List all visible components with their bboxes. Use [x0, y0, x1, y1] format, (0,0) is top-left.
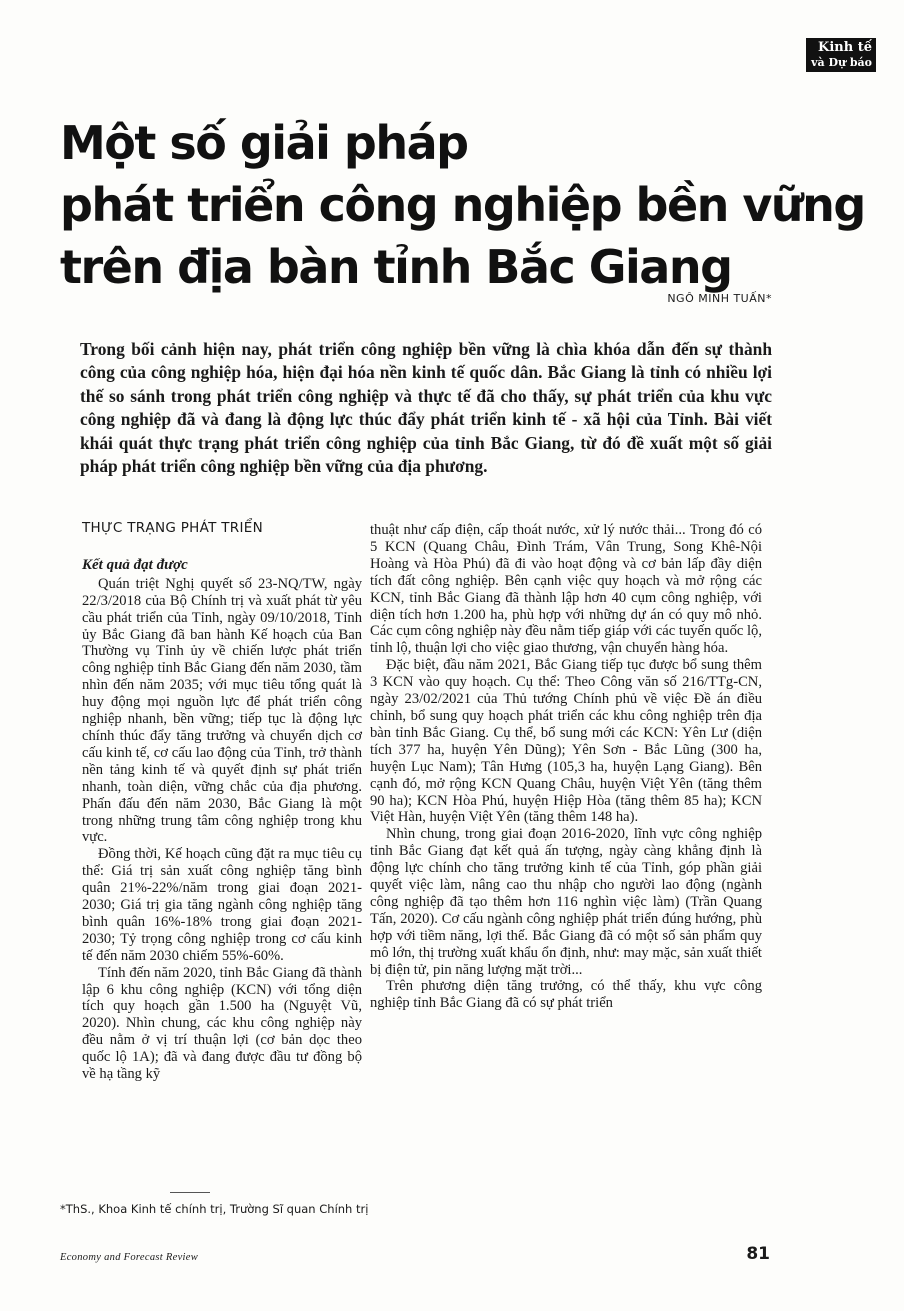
section-heading: THỰC TRẠNG PHÁT TRIỂN	[82, 520, 263, 536]
article-title	[60, 112, 865, 298]
right-column	[370, 522, 762, 1012]
body-paragraph: Tính đến năm 2020, tỉnh Bắc Giang đã thành lập 6 khu công nghiệp (KCN) với tổng diện tích quy hoạch gần 1.500 ha (Nguyệt Vũ, 2020). Nhìn chung, các khu công nghiệp này đều nằm ở vị trí thuận lợi (cơ bản dọc theo quốc lộ 1A); đã và đang được đầu tư đồng bộ về hạ tầng kỹ	[82, 964, 362, 1083]
body-paragraph: Nhìn chung, trong giai đoạn 2016-2020, lĩnh vực công nghiệp tỉnh Bắc Giang đạt kết quả ấn tượng, ngày càng khẳng định là động lực chính cho tăng trưởng kinh tế của Tỉnh, góp phần giải quyết việc làm, nâng cao thu nhập cho người lao động (ngành công nghiệp đã tạo thêm hơn 116 nghìn việc làm) (Trần Quang Tấn, 2020). Cơ cấu ngành công nghiệp phát triển đúng hướng, phù hợp với tiềm năng, lợi thế. Bắc Giang đã có một số sản phẩm quy mô lớn, thị trường xuất khẩu ổn định, như: may mặc, sản xuất thiết bị điện tử, pin năng lượng mặt trời...	[370, 826, 762, 978]
body-paragraph: Quán triệt Nghị quyết số 23-NQ/TW, ngày 22/3/2018 của Bộ Chính trị và xuất phát từ yêu cầu phát triển của Tỉnh, ngày 09/10/2018, Tỉnh ủy Bắc Giang đã ban hành Kế hoạch của Ban Thường vụ Tỉnh ủy về chiến lược phát triển công nghiệp tỉnh Bắc Giang đến năm 2030, tầm nhìn đến năm 2035; với mục tiêu tổng quát là huy động mọi nguồn lực để phát triển công nghiệp nhanh, bền vững; tiếp tục là động lực chính thúc đẩy tăng trưởng và chuyển dịch cơ cấu kinh tế, cơ cấu lao động của Tỉnh, trở thành nền tảng kinh tế và quyết định sự phát triển nhanh, toàn diện, vững chắc của địa phương. Phấn đấu đến năm 2030, Bắc Giang là một trong những trung tâm công nghiệp trong khu vực.	[82, 575, 362, 846]
journal-logo	[806, 38, 876, 72]
author-name: NGÔ MINH TUẤN*	[667, 292, 772, 305]
body-paragraph: Đặc biệt, đầu năm 2021, Bắc Giang tiếp tục được bổ sung thêm 3 KCN vào quy hoạch. Cụ thể: Theo Công văn số 216/TTg-CN, ngày 23/02/2021 của Thủ tướng Chính phủ về việc Đề án điều chỉnh, bổ sung quy hoạch phát triển các khu công nghiệp trên địa bàn tỉnh Bắc Giang. Cụ thể, bổ sung mới các KCN: Yên Lư (diện tích 377 ha, huyện Yên Dũng); Yên Sơn - Bắc Lũng (300 ha, huyện Lục Nam); Tân Hưng (105,3 ha, huyện Lạng Giang). Bên cạnh đó, mở rộng KCN Quang Châu, huyện Việt Yên (tăng thêm 90 ha); KCN Hòa Phú, huyện Hiệp Hòa (tăng thêm 85 ha); KCN Việt Hàn, huyện Việt Yên (tăng thêm 148 ha).	[370, 657, 762, 826]
body-paragraph: Trên phương diện tăng trưởng, có thể thấy, khu vực công nghiệp tỉnh Bắc Giang đã có sự phát triển	[370, 978, 762, 1012]
title-line: trên địa bàn tỉnh Bắc Giang	[60, 240, 732, 294]
logo-line-1: Kinh tế	[818, 40, 872, 55]
title-line: Một số giải pháp	[60, 116, 468, 170]
footnote: *ThS., Khoa Kinh tế chính trị, Trường Sĩ quan Chính trị	[60, 1202, 369, 1216]
page-number: 81	[746, 1244, 770, 1264]
journal-name: Economy and Forecast Review	[60, 1252, 199, 1263]
title-line: phát triển công nghiệp bền vững	[60, 178, 865, 232]
footnote-divider	[170, 1192, 210, 1193]
left-column	[82, 520, 362, 1083]
body-paragraph: Đồng thời, Kế hoạch cũng đặt ra mục tiêu cụ thể: Giá trị sản xuất công nghiệp tăng bình quân 21%-22%/năm trong giai đoạn 2021-2030; Giá trị gia tăng ngành công nghiệp tăng bình quân 16%-18% trong giai đoạn 2021-2030; Tỷ trọng công nghiệp trong cơ cấu kinh tế đến năm 2030 chiếm 55%-60%.	[82, 846, 362, 964]
abstract: Trong bối cảnh hiện nay, phát triển công nghiệp bền vững là chìa khóa dẫn đến sự thành công của công nghiệp hóa, hiện đại hóa nền kinh tế quốc dân. Bắc Giang là tỉnh có nhiều lợi thế so sánh trong phát triển công nghiệp và thực tế đã cho thấy, sự phát triển của khu vực công nghiệp đã và đang là động lực thúc đẩy phát triển kinh tế - xã hội của Tỉnh. Bài viết khái quát thực trạng phát triển công nghiệp của tỉnh Bắc Giang, từ đó đề xuất một số giải pháp phát triển công nghiệp bền vững của địa phương.	[80, 339, 772, 477]
subheading: Kết quả đạt được	[82, 556, 188, 573]
body-paragraph: thuật như cấp điện, cấp thoát nước, xử lý nước thải... Trong đó có 5 KCN (Quang Châu, Đình Trám, Vân Trung, Song Khê-Nội Hoàng và Hòa Phú) đã đi vào hoạt động và cơ bản lấp đầy diện tích đất công nghiệp. Bên cạnh việc quy hoạch và mở rộng các KCN, tỉnh Bắc Giang đã thành lập hơn 40 cụm công nghiệp, với diện tích hơn 1.200 ha, phù hợp với những dự án có quy mô nhỏ. Các cụm công nghiệp này đều nằm tiếp giáp với các tuyến quốc lộ, tỉnh lộ, thuận lợi cho việc giao thương, vận chuyển hàng hóa.	[370, 522, 762, 657]
logo-line-2: và Dự báo	[811, 56, 872, 69]
